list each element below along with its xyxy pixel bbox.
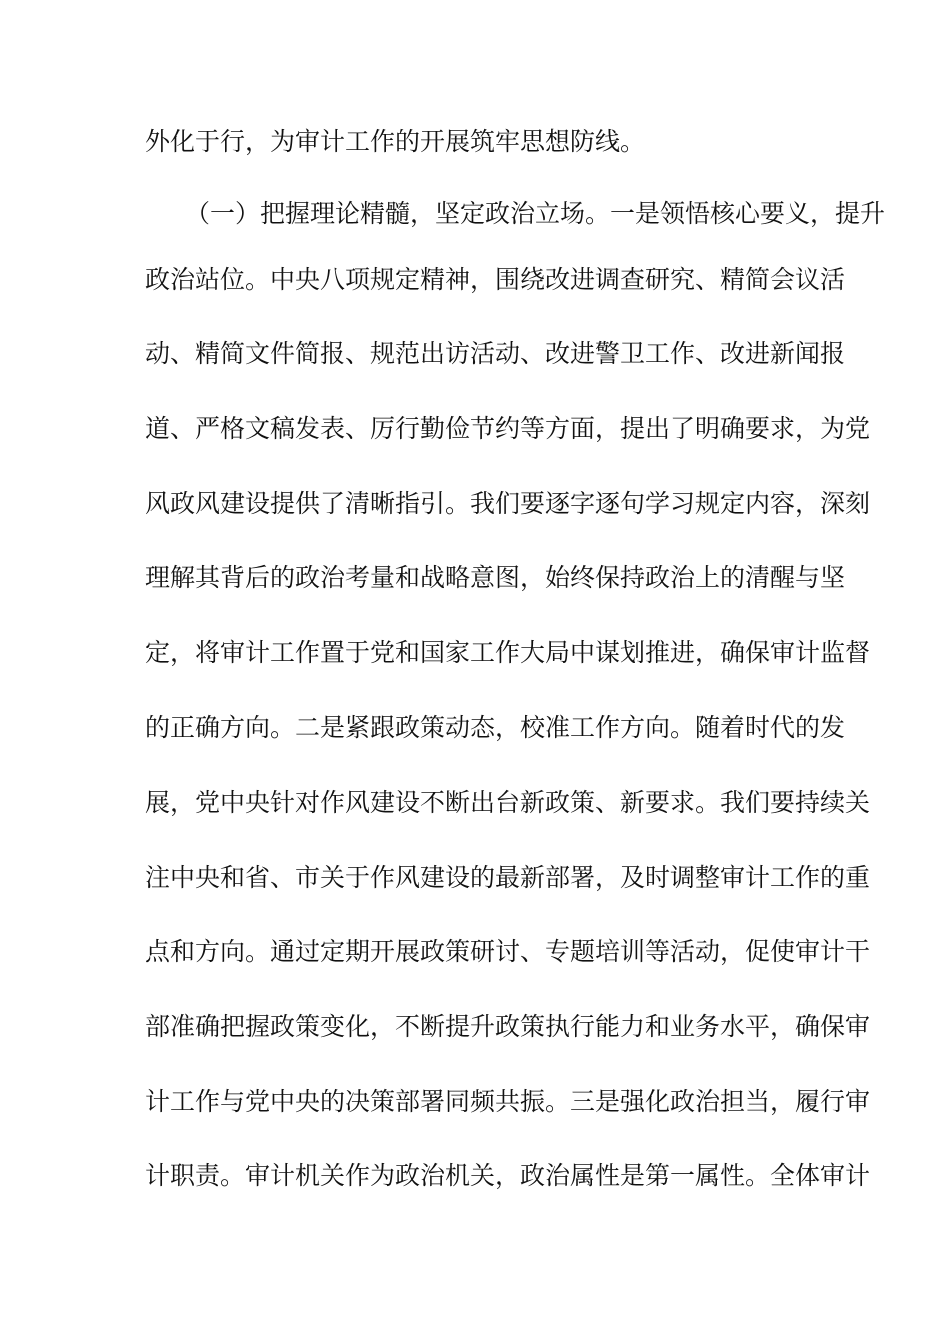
text-line: 的正确方向。二是紧跟政策动态，校准工作方向。随着时代的发 bbox=[145, 713, 846, 742]
text-line: 道、严格文稿发表、厉行勤俭节约等方面，提出了明确要求，为党 bbox=[145, 414, 871, 443]
text-line: 计职责。审计机关作为政治机关，政治属性是第一属性。全体审计 bbox=[145, 1161, 871, 1190]
text-line: 定，将审计工作置于党和国家工作大局中谋划推进，确保审计监督 bbox=[145, 638, 871, 667]
text-line: 风政风建设提供了清晰指引。我们要逐字逐句学习规定内容，深刻 bbox=[145, 489, 871, 518]
text-line: 注中央和省、市关于作风建设的最新部署，及时调整审计工作的重 bbox=[145, 863, 871, 892]
text-line: 动、精简文件简报、规范出访活动、改进警卫工作、改进新闻报 bbox=[145, 339, 846, 368]
text-line: 政治站位。中央八项规定精神，围绕改进调查研究、精简会议活 bbox=[145, 265, 846, 294]
text-line: 外化于行，为审计工作的开展筑牢思想防线。 bbox=[145, 127, 646, 156]
text-line: 点和方向。通过定期开展政策研讨、专题培训等活动，促使审计干 bbox=[145, 937, 871, 966]
text-line: 计工作与党中央的决策部署同频共振。三是强化政治担当，履行审 bbox=[145, 1087, 871, 1116]
paragraph-first-line: （一）把握理论精髓，坚定政治立场。一是领悟核心要义，提升 bbox=[185, 199, 886, 228]
text-line: 展，党中央针对作风建设不断出台新政策、新要求。我们要持续关 bbox=[145, 788, 871, 817]
text-line: 理解其背后的政治考量和战略意图，始终保持政治上的清醒与坚 bbox=[145, 563, 846, 592]
text-line: 部准确把握政策变化，不断提升政策执行能力和业务水平，确保审 bbox=[145, 1012, 871, 1041]
